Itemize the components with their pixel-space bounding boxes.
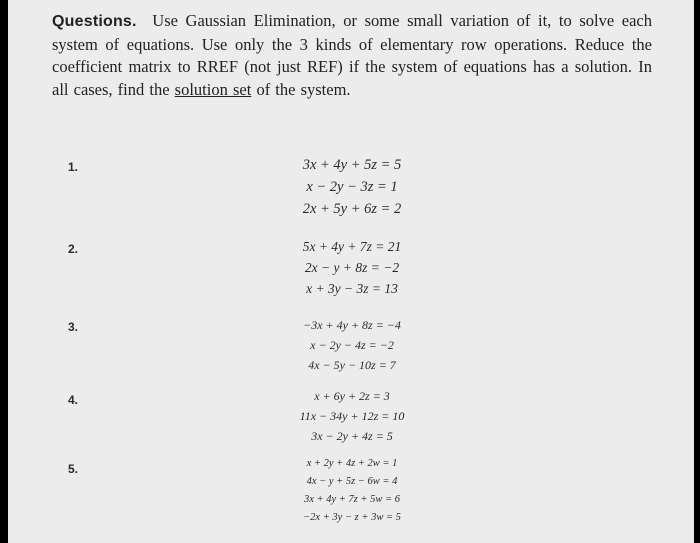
instructions-text-end: of the system. xyxy=(256,79,351,99)
instructions-text: Use Gaussian Elimination, or some small variation of it, to solve each system of equations. Use only the 3 kinds of elementary row operations. Reduce the coefficient matrix to RREF (not just REF) if the system of equations has a solution. In all cases, find the xyxy=(52,11,652,99)
problem-3-equation-3: 4x − 5y − 10z = 7 xyxy=(308,358,396,372)
problem-1-equation-3: 2x + 5y + 6z = 2 xyxy=(302,201,402,217)
document-page xyxy=(8,0,694,543)
problem-3-equation-1: −3x + 4y + 8z = −4 xyxy=(303,318,401,332)
problem-4-equation-2: 11x − 34y + 12z = 10 xyxy=(299,409,405,423)
problem-4-system xyxy=(272,386,432,446)
solution-set-term: solution set xyxy=(174,79,252,99)
problem-5-system xyxy=(272,455,432,527)
problem-3-equation-2: x − 2y − 4z = −2 xyxy=(310,338,394,352)
problem-1-equation-2: x − 2y − 3z = 1 xyxy=(306,179,398,195)
problem-1-system xyxy=(272,154,432,220)
problem-2-equation-2: 2x − y + 8z = −2 xyxy=(304,260,400,275)
instructions-paragraph xyxy=(52,10,652,101)
problem-5-number: 5. xyxy=(68,462,79,476)
questions-heading: Questions. xyxy=(52,13,137,30)
problem-4-number: 4. xyxy=(68,393,79,407)
problem-5-equation-4: −2x + 3y − z + 3w = 5 xyxy=(303,512,401,523)
problem-5-equation-3: 3x + 4y + 7z + 5w = 6 xyxy=(303,494,400,505)
problem-2-equation-1: 5x + 4y + 7z = 21 xyxy=(302,239,402,254)
problem-1-equation-1: 3x + 4y + 5z = 5 xyxy=(302,157,402,173)
problem-4-equation-3: 3x − 2y + 4z = 5 xyxy=(311,429,393,443)
problem-3-system xyxy=(272,315,432,375)
problem-3-number: 3. xyxy=(68,320,79,334)
problem-5-equation-2: 4x − y + 5z − 6w = 4 xyxy=(306,476,398,487)
problem-4-equation-1: x + 6y + 2z = 3 xyxy=(314,389,390,403)
problem-5-equation-1: x + 2y + 4z + 2w = 1 xyxy=(306,458,398,469)
problem-2-equation-3: x + 3y − 3z = 13 xyxy=(306,281,398,296)
problem-2-system xyxy=(272,236,432,299)
problem-1-number: 1. xyxy=(68,160,79,174)
problem-2-number: 2. xyxy=(68,242,79,256)
